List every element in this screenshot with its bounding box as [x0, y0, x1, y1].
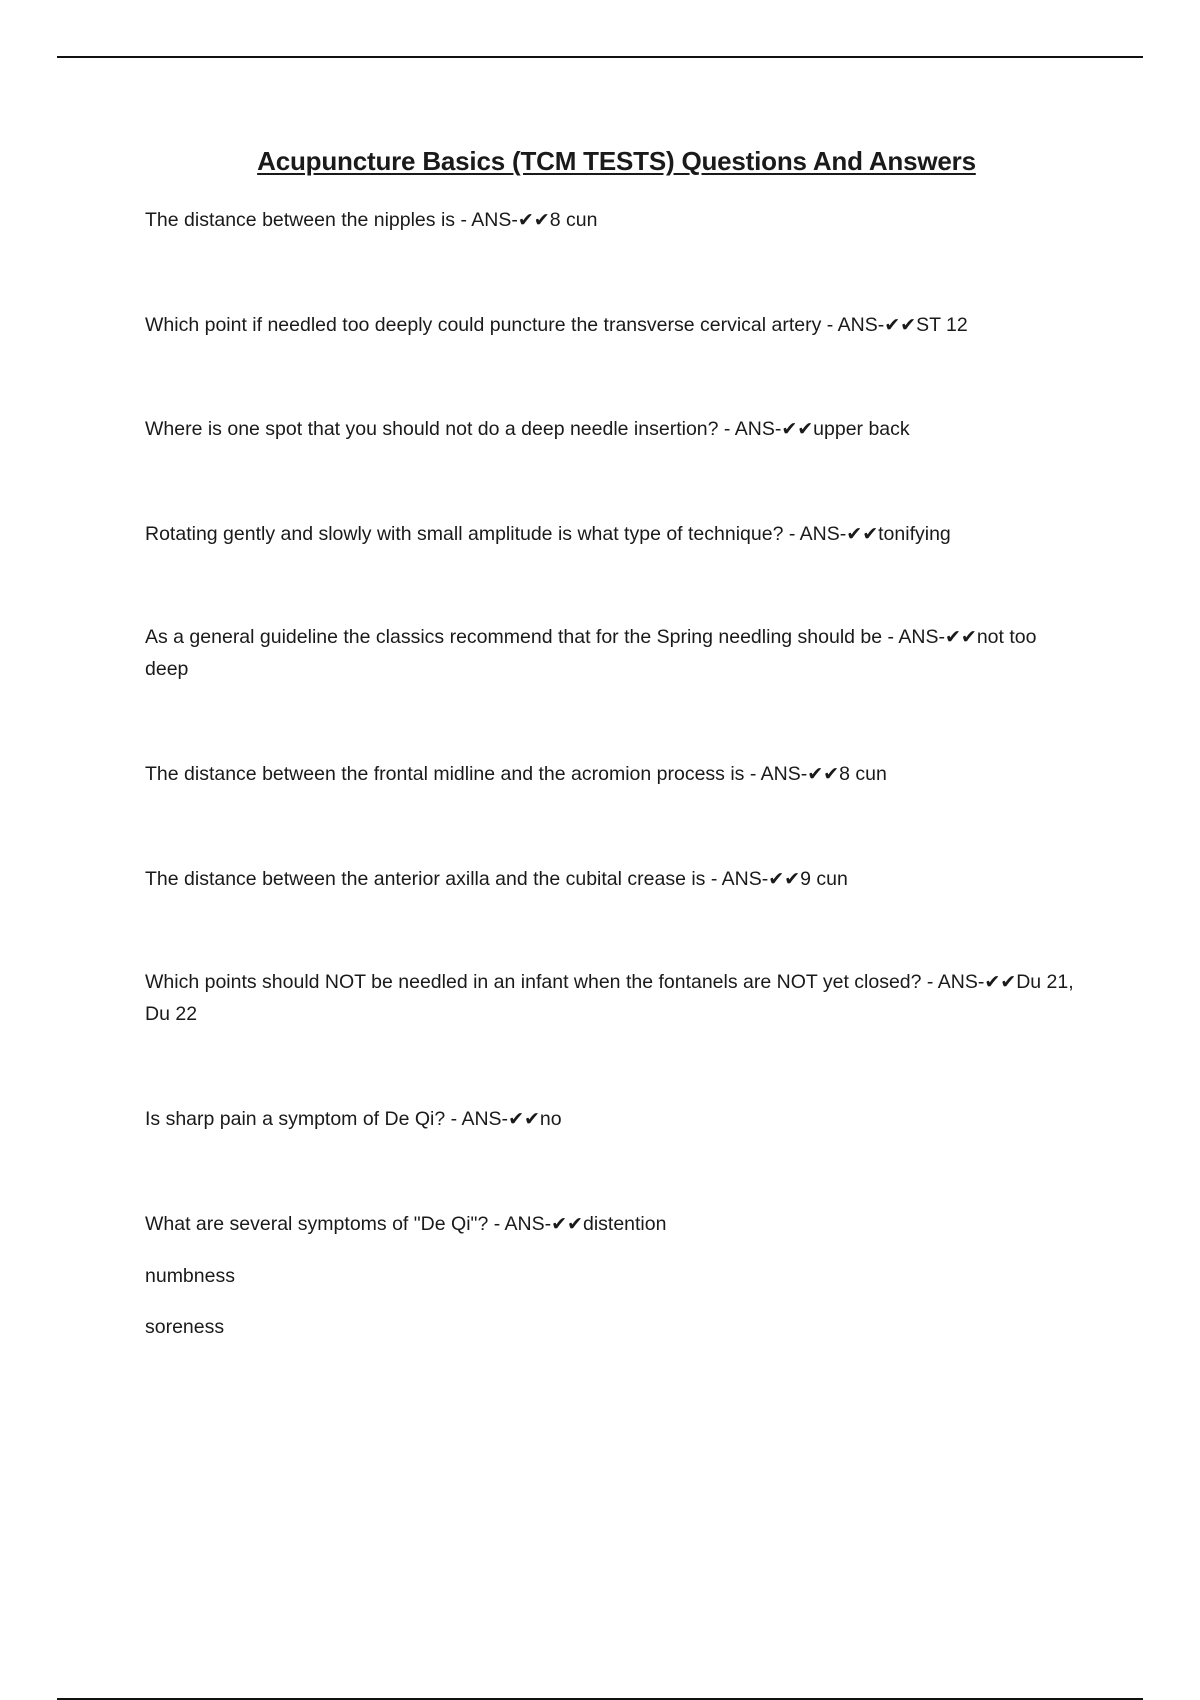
question-text: The distance between the anterior axilla and the cubital crease is - ANS-: [145, 868, 769, 890]
question-text: Which point if needled too deeply could puncture the transverse cervical artery - ANS-: [145, 314, 885, 336]
qa-item-6: [145, 758, 1085, 790]
answer-text: distention: [582, 1213, 667, 1235]
answer-text: ST 12: [916, 314, 968, 336]
answer-text: upper back: [813, 418, 910, 440]
qa-item-1: [145, 204, 1085, 236]
qa-item-7: [145, 863, 1085, 895]
answer-text: no: [539, 1108, 562, 1130]
answer-text: 8 cun: [839, 763, 887, 785]
question-text: Where is one spot that you should not do a deep needle insertion? - ANS-: [145, 418, 782, 440]
qa-item-2: [145, 309, 1085, 341]
qa-item-8: [145, 966, 1085, 1030]
question-text: The distance between the nipples is - ANS-: [145, 209, 518, 231]
answer-continuation-line: numbness: [145, 1265, 235, 1287]
question-text: Rotating gently and slowly with small amplitude is what type of technique? - ANS-: [145, 523, 847, 545]
answer-text: Du 21, Du 22: [145, 971, 1074, 1025]
answer-text: 8 cun: [549, 209, 598, 231]
check-icon: ✔✔: [781, 418, 814, 440]
qa-item-4: [145, 518, 1085, 550]
check-icon: ✔✔: [846, 523, 879, 545]
question-text: The distance between the frontal midline and the acromion process is - ANS-: [145, 763, 808, 785]
question-text: As a general guideline the classics recommend that for the Spring needling should be - ANS-: [145, 626, 945, 648]
document-title: Acupuncture Basics (TCM TESTS) Questions And Answers: [257, 146, 976, 176]
check-icon: ✔✔: [944, 626, 977, 648]
qa-item-9: [145, 1103, 1085, 1135]
answer-text: 9 cun: [800, 868, 848, 890]
answer-text: tonifying: [878, 523, 951, 545]
check-icon: ✔✔: [551, 1213, 583, 1235]
check-icon: ✔✔: [768, 868, 801, 890]
qa-item-3: [145, 413, 1085, 445]
question-text: What are several symptoms of "De Qi"? - ANS-: [145, 1213, 552, 1235]
check-icon: ✔✔: [517, 209, 550, 231]
qa-item-5: [145, 621, 1085, 685]
answer-continuation-line: soreness: [145, 1316, 225, 1338]
question-text: Which points should NOT be needled in an infant when the fontanels are NOT yet closed? - ANS-: [145, 971, 985, 993]
check-icon: ✔✔: [807, 763, 840, 785]
check-icon: ✔✔: [984, 971, 1017, 993]
question-text: Is sharp pain a symptom of De Qi? - ANS-: [145, 1108, 509, 1130]
check-icon: ✔✔: [884, 314, 917, 336]
top-divider: [57, 56, 1143, 58]
check-icon: ✔✔: [508, 1108, 540, 1130]
qa-item-10: [145, 1208, 1085, 1240]
answer-text: not too deep: [145, 626, 1037, 680]
